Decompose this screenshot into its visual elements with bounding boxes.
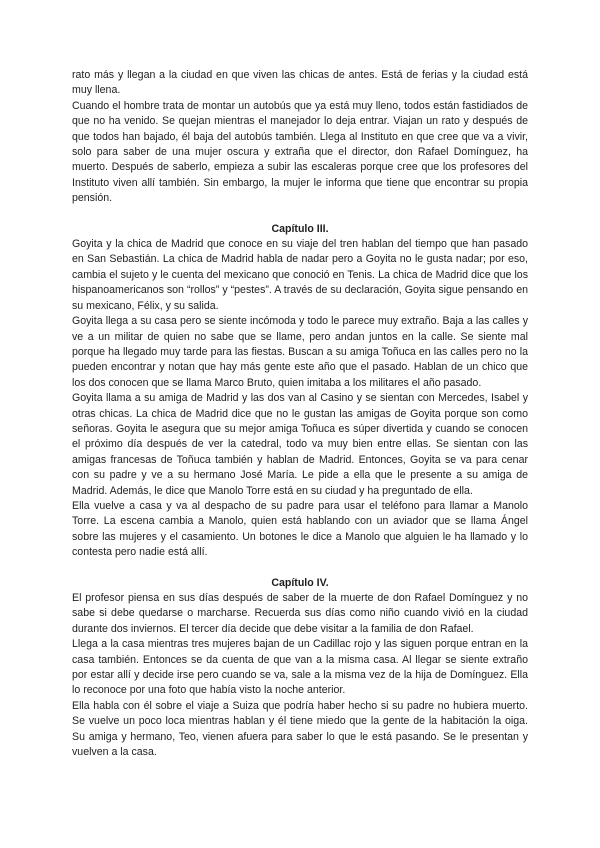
chapter-3-paragraph: Goyita y la chica de Madrid que conoce en su viaje del tren hablan del tiempo que han pasado en San Sebastián. La chica de Madrid habla de nadar pero a Goyita no le gusta nadar; por eso, cambia el sujeto y le cuenta del mexicano que conoció en Tenis. La chica de Madrid dice que los hispanoamericanos son “rollos” y “pestes”. A través de su declaración, Goyita sigue pensando en su mexicano, Félix, y su salida. <box>72 238 528 312</box>
chapter-3-paragraph: Ella vuelve a casa y va al despacho de su padre para usar el teléfono para llamar a Manolo Torre. La escena cambia a Manolo, quien está hablando con un aviador que se llama Ángel sobre las mujeres y el casamiento. Un botones le dice a Manolo que alguien le ha llamado y lo contesta pero nadie está allí. <box>72 499 528 559</box>
chapter-3-paragraph: Goyita llama a su amiga de Madrid y las dos van al Casino y se sientan con Mercedes, Isabel y otras chicas. La chica de Madrid dice que no le gustan las amigas de Goyita porque son como señoras. Goyita le asegura que su mejor amiga Toñuca es súper divertida y cuando se conocen el próximo día después de ver la catedral, todo va muy bien entre ellas. Se sientan con las amigas francesas de Toñuca también y hablan de Madrid. Entonces, Goyita se va para cenar con su padre y ve a su hermano José María. Le pide a ella que le presente a su amiga de Madrid. Además, le dice que Manolo Torre está en su ciudad y ha preguntado de ella. <box>72 392 528 497</box>
chapter-4-heading: Capítulo IV. <box>271 576 329 589</box>
paragraph-continuation: rato más y llegan a la ciudad en que viven las chicas de antes. Está de ferias y la ciudad está muy llena. <box>72 69 528 97</box>
chapter-3-paragraph: Goyita llega a su casa pero se siente incómoda y todo le parece muy extraño. Baja a las calles y ve a un militar de quien no sabe que se llame, pero andan juntos en la calle. Se siente mal porque ha llegado muy tarde para las fiestas. Buscan a su amiga Toñuca en las calles pero no la pueden encontrar y notan que hay más gente este año que el pasado. Hablan de un chico que los dos conocen que se llama Marco Bruto, quien imitaba a los militares el año pasado. <box>72 315 528 389</box>
chapter-4-paragraph: Ella habla con él sobre el viaje a Suiza que podría haber hecho si su padre no hubiera muerto. Se vuelve un poco loca mientras hablan y él tiene miedo que la gente de la habitación la oiga. Su amiga y hermano, Teo, vienen afuera para saber lo que le está pasando. Se le presentan y vuelven a la casa. <box>72 699 528 759</box>
chapter-4-paragraph: Llega a la casa mientras tres mujeres bajan de un Cadillac rojo y las siguen porque entran en la casa también. Entonces se da cuenta de que van a la misma casa. Al llegar se siente extraño por estar allí y decide irse pero cuando se va, sale a la misma vez de la hija de Domínguez. Ella lo reconoce por una foto que había visto la noche anterior. <box>72 638 528 697</box>
document-page <box>72 68 528 760</box>
paragraph: Cuando el hombre trata de montar un autobús que ya está muy lleno, todos están fastidiados de que no ha venido. Se quejan mientras el manejador lo deja entrar. Viajan un rato y después de que todos han bajado, él baja del autobús también. Llega al Instituto en que cree que va a vivir, solo para saber de una mujer oscura y extraña que el director, don Rafael Domínguez, ha muerto. Después de saberlo, empieza a subir las escaleras porque cree que los profesores del Instituto viven allí también. Sin embargo, la mujer le informa que tiene que encontrar su propia pensión. <box>72 99 528 205</box>
chapter-3-heading: Capítulo III. <box>271 222 329 235</box>
chapter-4-paragraph: El profesor piensa en sus días después de saber de la muerte de don Rafael Domínguez y no sabe si debe quedarse o marcharse. Recuerda sus días como niño cuando vivió en la ciudad durante dos inviernos. El tercer día decide que debe visitar a la familia de don Rafael. <box>72 592 528 635</box>
